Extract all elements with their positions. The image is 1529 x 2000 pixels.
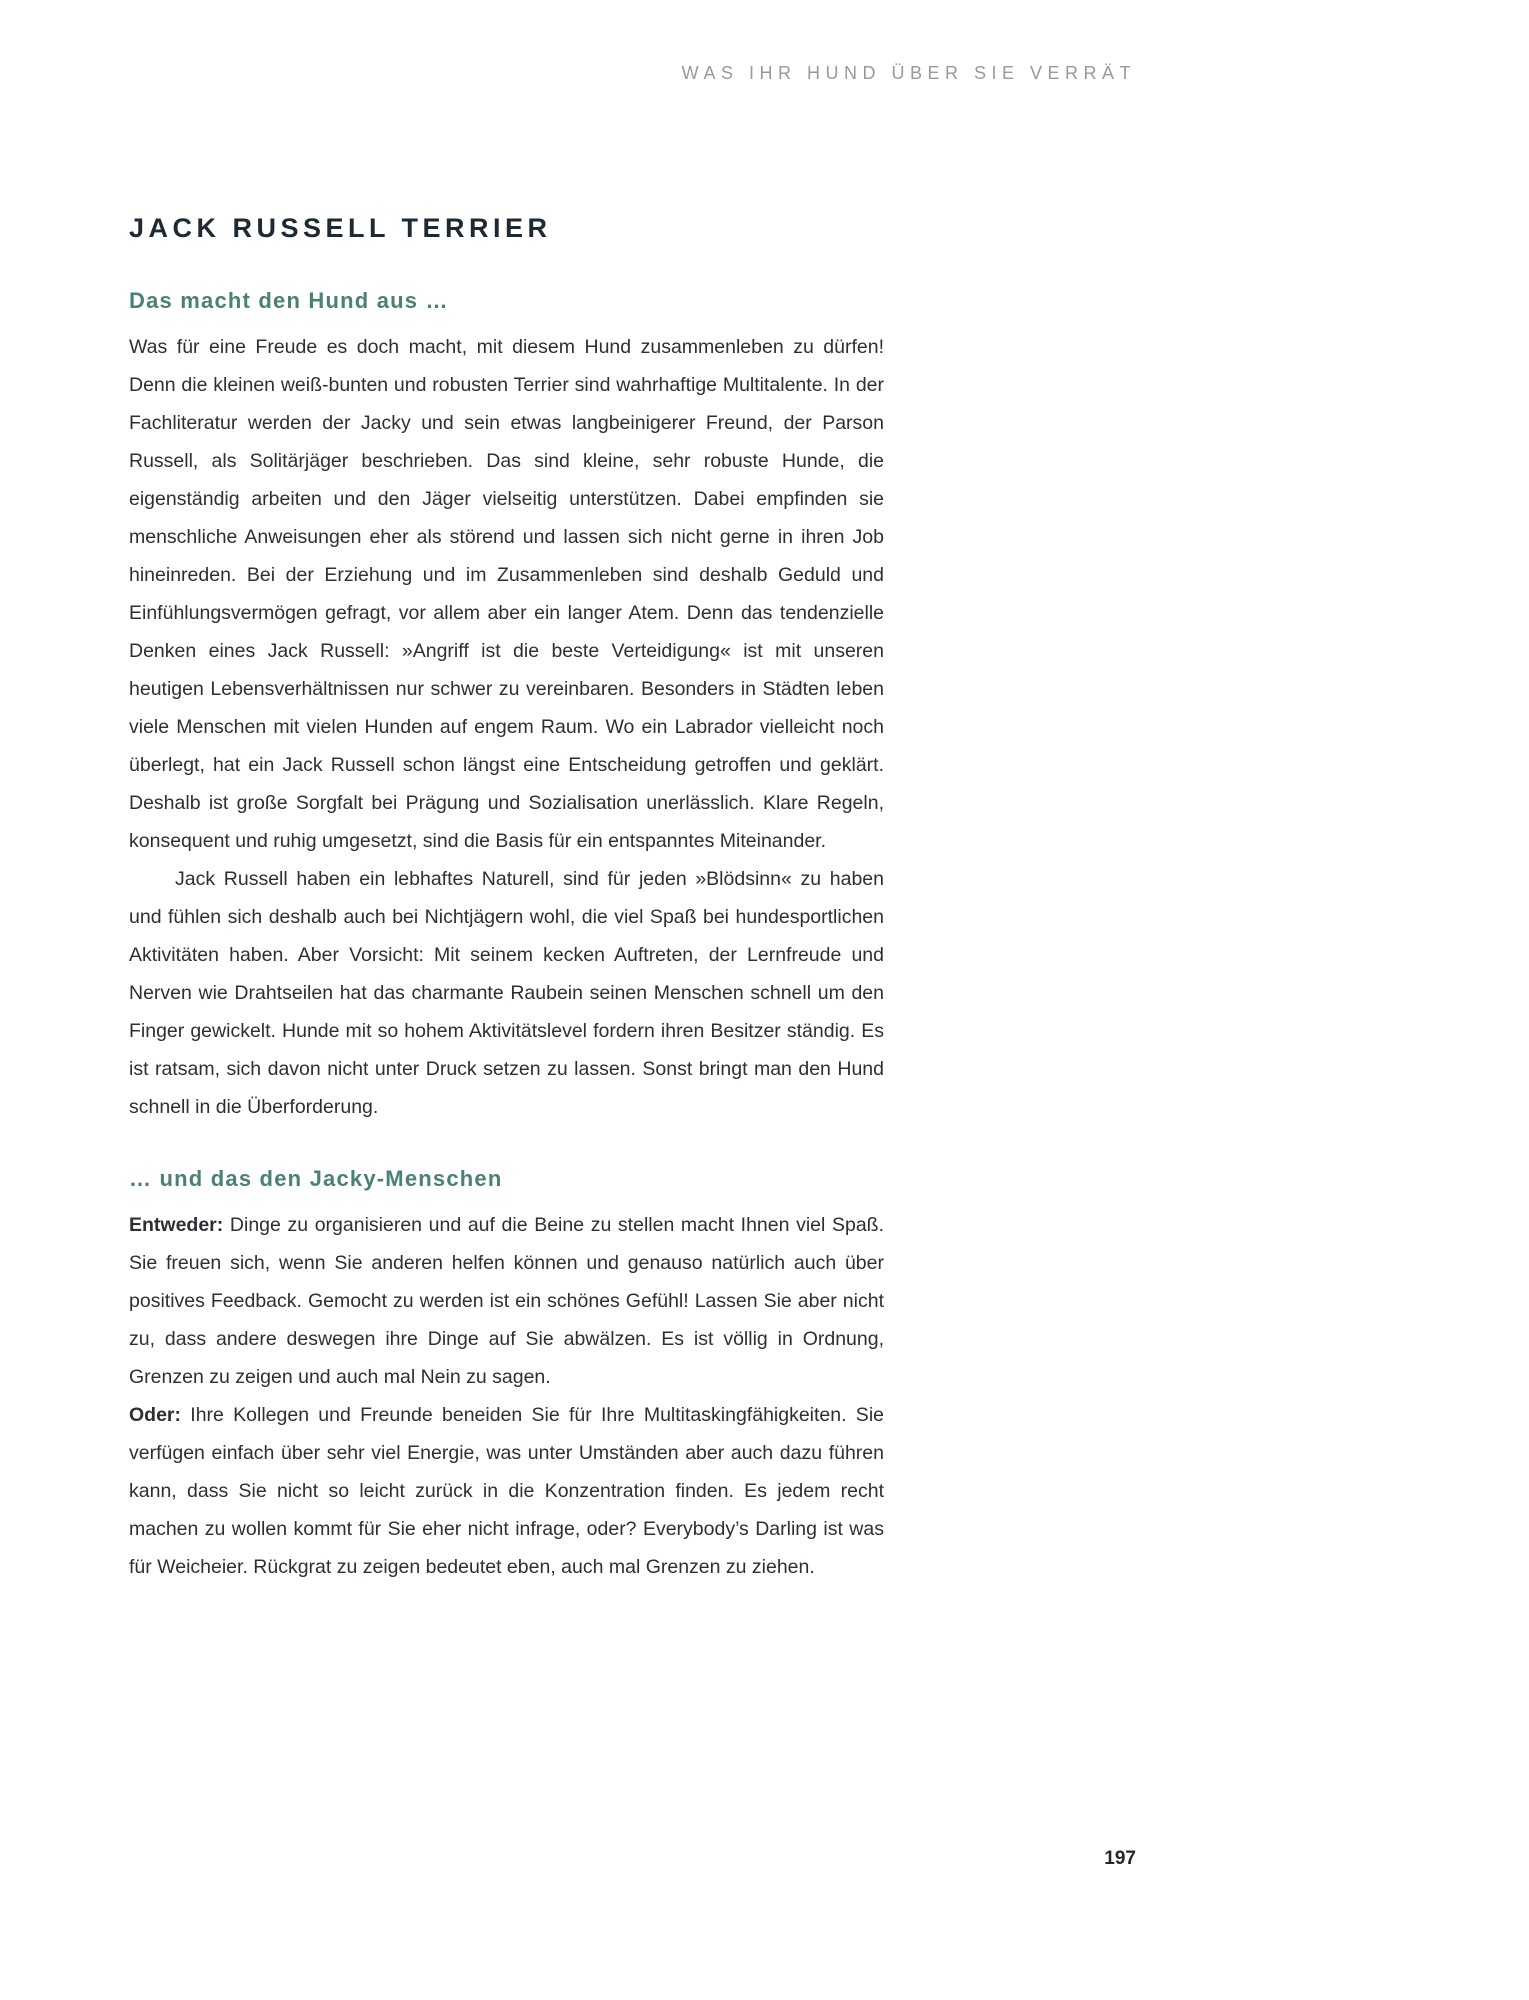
text-entweder: Dinge zu organisieren und auf die Beine zu stellen macht Ihnen viel Spaß. Sie freuen sich, wenn Sie anderen helfen können und genauso natürlich auch über positives Feedback. Gemocht zu werden ist ein schönes Gefühl! Lassen Sie aber nicht zu, dass andere deswegen ihre Dinge auf Sie abwälzen. Es ist völlig in Ordnung, Grenzen zu zeigen und auch mal Nein zu sagen.: [129, 1214, 885, 1388]
page-number: 197: [1104, 1848, 1136, 1869]
running-header: WAS IHR HUND ÜBER SIE VERRÄT: [681, 63, 1136, 83]
text-oder: Ihre Kollegen und Freunde beneiden Sie für Ihre Multitaskingfähigkeiten. Sie verfügen einfach über sehr viel Energie, was unter Umständen aber auch dazu führen kann, dass Sie nicht so leicht zurück in die Konzentration finden. Es jedem recht machen zu wollen kommt für Sie eher nicht infrage, oder? Everybody’s Darling ist was für Weicheier. Rückgrat zu zeigen bedeutet eben, auch mal Grenzen zu ziehen.: [129, 1404, 884, 1578]
lead-entweder: Entweder:: [129, 1214, 224, 1236]
section-heading-hund: Das macht den Hund aus …: [129, 288, 449, 313]
paragraph-oder: [129, 1396, 884, 1586]
section-hund: [129, 288, 884, 1126]
article-title: JACK RUSSELL TERRIER: [129, 213, 552, 243]
section-heading-mensch: … und das den Jacky-Menschen: [129, 1166, 503, 1191]
text-column: [129, 213, 884, 1586]
lead-oder: Oder:: [129, 1404, 182, 1426]
paragraph-hund-1: Was für eine Freude es doch macht, mit diesem Hund zusammenleben zu dürfen! Denn die kleinen weiß-bunten und robusten Terrier sind wahrhaftige Multitalente. In der Fachliteratur werden der Jacky und sein etwas langbeinigerer Freund, der Parson Russell, als Solitärjäger beschrieben. Das sind kleine, sehr robuste Hunde, die eigenständig arbeiten und den Jäger vielseitig unterstützen. Dabei empfinden sie menschliche Anweisungen eher als störend und lassen sich nicht gerne in ihren Job hineinreden. Bei der Erziehung und im Zusammenleben sind deshalb Geduld und Einfühlungsvermögen gefragt, vor allem aber ein langer Atem. Denn das tendenzielle Denken eines Jack Russell: »Angriff ist die beste Verteidigung« ist mit unseren heutigen Lebensverhältnissen nur schwer zu vereinbaren. Besonders in Städten leben viele Menschen mit vielen Hunden auf engem Raum. Wo ein Labrador vielleicht noch überlegt, hat ein Jack Russell schon längst eine Entscheidung getroffen und geklärt. Deshalb ist große Sorgfalt bei Prägung und Sozialisation unerlässlich. Klare Regeln, konsequent und ruhig umgesetzt, sind die Basis für ein entspanntes Miteinander.: [129, 336, 884, 852]
paragraph-hund-2: Jack Russell haben ein lebhaftes Naturell, sind für jeden »Blödsinn« zu haben und fühlen sich deshalb auch bei Nichtjägern wohl, die viel Spaß bei hundesportlichen Aktivitäten haben. Aber Vorsicht: Mit seinem kecken Auftreten, der Lernfreude und Nerven wie Drahtseilen hat das charmante Raubein seinen Menschen schnell um den Finger gewickelt. Hunde mit so hohem Aktivitätslevel fordern ihren Besitzer ständig. Es ist ratsam, sich davon nicht unter Druck setzen zu lassen. Sonst bringt man den Hund schnell in die Überforderung.: [129, 868, 884, 1118]
section-mensch: [129, 1166, 884, 1586]
paragraph-entweder: [129, 1206, 884, 1396]
